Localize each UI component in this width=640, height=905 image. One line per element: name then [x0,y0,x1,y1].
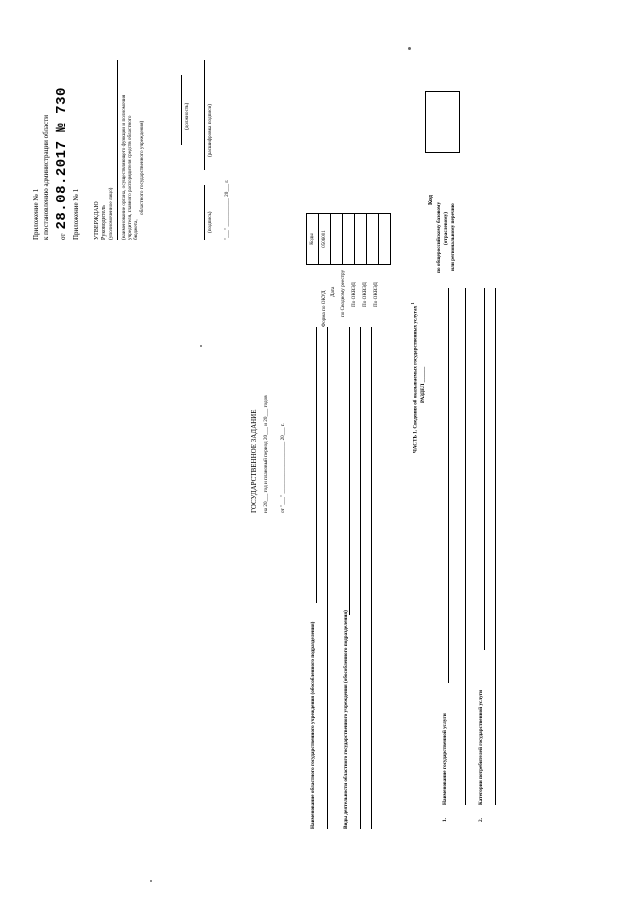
date-number-line [52,87,70,240]
decoding-line [204,60,205,170]
authorized-person: (уполномоченное лицо) [108,187,114,240]
item1-label: Наименование государственной услуги [442,713,448,805]
part1-footnote: 1 [410,302,415,305]
org-caption-3: бюджета, [133,219,139,240]
approval-date: "___" ___________ 20___ г. [224,179,230,240]
appendix-no1: Приложение № 1 [72,188,80,240]
code-registry-value [343,214,355,265]
position-caption: (должность) [184,102,190,130]
org-caption-2: учредителя, главного распорядителя средств областного [127,115,133,240]
part1-title [410,303,419,453]
signature-line [204,185,205,240]
org-caption-1: (наименование органа, осуществляющего функции и полномочия [121,94,127,240]
institution-name-line-2 [327,327,328,829]
code-label-okved-1: По ОКВЭД [351,282,357,307]
item1-number: 1. [442,818,448,822]
code-okved-value-2 [367,214,379,265]
appendix-title: Приложение № 1 [32,188,40,240]
org-caption-4: областного государственного учреждения) [139,120,145,215]
form-title: ГОСУДАРСТВЕННОЕ ЗАДАНИЕ [250,409,258,513]
item2-line-2 [495,288,496,805]
activity-line-2 [360,327,361,829]
code-label-okved-3: По ОКВЭД [373,282,379,307]
code-label-registry: по Сводному реестру [340,269,346,317]
form-from-date: от "___" ____________________ 20___ г. [280,423,286,513]
code-okved-value-1 [355,214,367,265]
signature-caption: (подпись) [207,211,213,233]
item1-line-1 [448,288,449,683]
part1-title-text: ЧАСТЬ 1. Сведения об оказываемых государственных услугах [412,305,419,453]
code-okved-value-3 [379,214,391,265]
code-label-okved-2: По ОКВЭД [362,282,368,307]
item2-number: 2. [478,818,484,822]
code-label-okud: Форма по ОКУД [321,290,327,327]
activity-line-3 [371,327,372,829]
head-label: Руководитель [101,205,107,240]
approved-label: УТВЕРЖДАЮ [94,201,100,240]
codes-table [306,213,391,265]
code-label-2: по общероссийскому базовому [436,201,442,273]
to-resolution: к постановлению администрации области [42,114,50,240]
codes-header: Коды [307,214,319,265]
code-okud-value: 0506001 [319,214,331,265]
code-label-date: Дата [330,286,336,297]
institution-name-label: Наименование областного государственного учреждения (обособленного подразделения) [310,621,316,829]
item2-line-1 [484,288,485,650]
code-entry-box [425,91,460,153]
date-number-stamp: 28.08.2017 № 730 [54,87,70,230]
decoding-caption: (расшифровка подписи) [207,104,213,157]
part1-section: РАЗДЕЛ ______ [420,366,426,403]
institution-name-line [316,327,317,603]
code-label-4: или региональному перечню [450,203,456,271]
org-underline [117,60,118,240]
code-label-3: (отраслевому) [443,212,449,245]
item1-line-2 [465,288,466,805]
code-label-1: Код [428,195,434,205]
from-prefix: от [59,233,67,240]
code-date-value [331,214,343,265]
form-period: на 20___ год и плановый период 20___ и 20___ годов [263,395,269,513]
activity-types-label: Виды деятельности областного государственного учреждения (обособленного подразделения) [343,610,349,829]
activity-line-1 [349,327,350,615]
position-line [181,75,182,145]
item2-label: Категории потребителей государственной услуги [478,689,484,805]
